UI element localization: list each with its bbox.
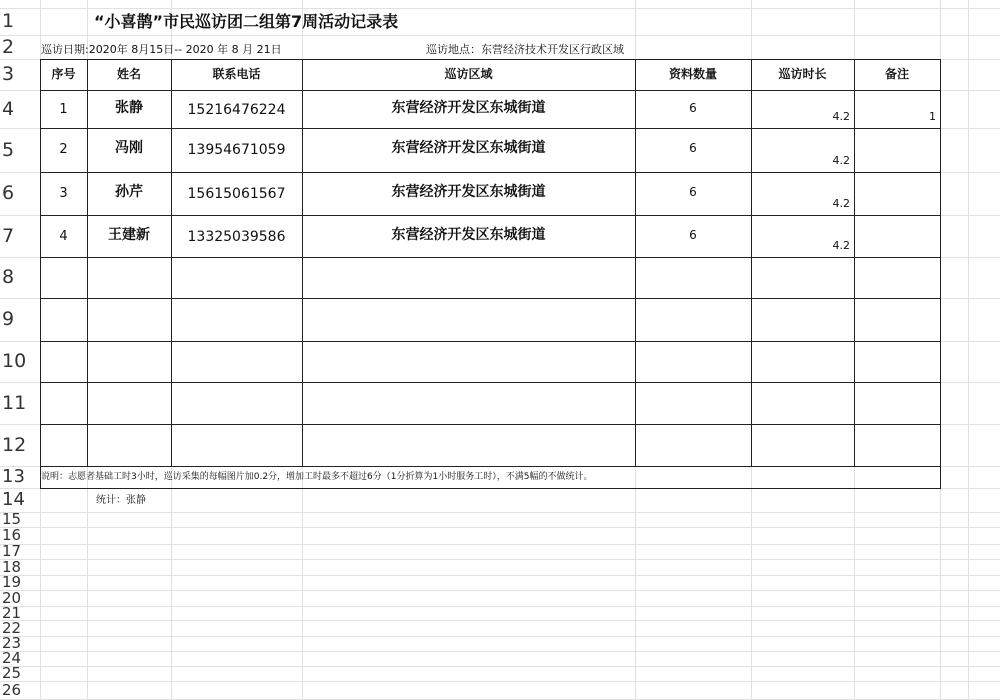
empty-cell[interactable] xyxy=(752,383,854,424)
row-header[interactable]: 4 xyxy=(2,98,15,120)
empty-cell[interactable] xyxy=(303,342,635,382)
empty-cell[interactable] xyxy=(88,425,171,466)
cell-name[interactable]: 王建新 xyxy=(108,227,150,243)
patrol-location: 巡访地点：东营经济技术开发区行政区域 xyxy=(426,43,624,56)
gridline-horizontal xyxy=(0,35,1000,36)
table-border-h xyxy=(40,215,941,216)
table-header-cell: 序号 xyxy=(51,67,76,81)
row-header[interactable]: 12 xyxy=(2,434,27,456)
cell-count[interactable]: 6 xyxy=(689,141,697,155)
empty-cell[interactable] xyxy=(41,383,87,424)
empty-cell[interactable] xyxy=(636,299,751,341)
cell-count[interactable]: 6 xyxy=(689,228,697,242)
cell-phone[interactable]: 13954671059 xyxy=(187,142,286,158)
row-header[interactable]: 11 xyxy=(2,392,27,414)
row-header[interactable]: 26 xyxy=(2,681,22,699)
cell-count[interactable]: 6 xyxy=(689,185,697,199)
table-border-h xyxy=(40,90,941,91)
empty-cell[interactable] xyxy=(172,425,302,466)
empty-cell[interactable] xyxy=(41,299,87,341)
table-border-h xyxy=(40,172,941,173)
row-header[interactable]: 3 xyxy=(2,63,15,85)
row-header[interactable]: 22 xyxy=(2,620,22,636)
table-header-cell: 备注 xyxy=(884,67,909,81)
empty-cell[interactable] xyxy=(752,425,854,466)
gridline-horizontal xyxy=(0,606,1000,607)
row-header[interactable]: 8 xyxy=(2,266,15,288)
row-header[interactable]: 24 xyxy=(2,651,22,666)
empty-cell[interactable] xyxy=(855,258,940,298)
row-header[interactable]: 5 xyxy=(2,139,15,161)
cell-index[interactable]: 1 xyxy=(59,102,68,117)
note-text: 说明：志愿者基础工时3小时，巡访采集的每幅图片加0.2分，增加工时最多不超过6分（1分折算为1小时服务工时），不满5幅的不做统计。 xyxy=(41,472,593,482)
row-header[interactable]: 10 xyxy=(2,350,27,372)
cell-index[interactable]: 4 xyxy=(59,229,68,244)
row-header[interactable]: 18 xyxy=(2,559,22,575)
empty-cell[interactable] xyxy=(855,425,940,466)
empty-cell[interactable] xyxy=(752,258,854,298)
gridline-vertical xyxy=(968,0,969,699)
cell-area[interactable]: 东营经济开发区东城街道 xyxy=(391,100,546,116)
row-header[interactable]: 14 xyxy=(2,489,25,510)
row-header[interactable]: 13 xyxy=(2,466,25,487)
cell-index[interactable]: 3 xyxy=(59,186,68,201)
empty-cell[interactable] xyxy=(303,383,635,424)
empty-cell[interactable] xyxy=(752,299,854,341)
cell-hours[interactable]: 4.2 xyxy=(832,110,850,123)
table-header-cell: 姓名 xyxy=(116,67,141,81)
empty-cell[interactable] xyxy=(41,342,87,382)
empty-cell[interactable] xyxy=(172,258,302,298)
sheet-title: “小喜鹊”市民巡访团二组第7周活动记录表 xyxy=(94,12,399,31)
cell-phone[interactable]: 15216476224 xyxy=(187,102,286,118)
cell-index[interactable]: 2 xyxy=(59,142,68,157)
empty-cell[interactable] xyxy=(303,299,635,341)
table-border-h xyxy=(40,466,941,467)
cell-area[interactable]: 东营经济开发区东城街道 xyxy=(391,140,546,156)
cell-phone[interactable]: 15615061567 xyxy=(187,186,286,202)
empty-cell[interactable] xyxy=(88,299,171,341)
row-header[interactable]: 1 xyxy=(2,10,15,32)
gridline-horizontal xyxy=(0,575,1000,576)
empty-cell[interactable] xyxy=(172,299,302,341)
table-border-v xyxy=(940,59,941,466)
gridline-horizontal xyxy=(0,590,1000,591)
cell-name[interactable]: 孙芹 xyxy=(115,184,143,200)
table-header-cell: 巡访时长 xyxy=(778,67,827,81)
empty-cell[interactable] xyxy=(636,383,751,424)
row-header[interactable]: 7 xyxy=(2,225,15,247)
row-header[interactable]: 19 xyxy=(2,575,22,590)
cell-name[interactable]: 张静 xyxy=(115,100,143,116)
empty-cell[interactable] xyxy=(855,299,940,341)
table-header-cell: 联系电话 xyxy=(212,67,261,81)
gridline-horizontal xyxy=(0,651,1000,652)
cell-hours[interactable]: 4.2 xyxy=(832,239,850,252)
statistics-text: 统计：张静 xyxy=(96,495,146,506)
row-header[interactable]: 9 xyxy=(2,308,15,330)
cell-hours[interactable]: 4.2 xyxy=(832,197,850,210)
gridline-horizontal xyxy=(0,544,1000,545)
empty-cell[interactable] xyxy=(303,425,635,466)
cell-name[interactable]: 冯刚 xyxy=(115,140,143,156)
empty-cell[interactable] xyxy=(636,342,751,382)
cell-count[interactable]: 6 xyxy=(689,101,697,115)
gridline-horizontal xyxy=(0,681,1000,682)
gridline-horizontal xyxy=(0,527,1000,528)
row-header[interactable]: 23 xyxy=(2,636,22,651)
table-border-h xyxy=(40,488,941,489)
table-header-cell: 巡访区域 xyxy=(444,67,493,81)
empty-cell[interactable] xyxy=(88,342,171,382)
empty-cell[interactable] xyxy=(636,258,751,298)
gridline-horizontal xyxy=(0,512,1000,513)
row-header[interactable]: 25 xyxy=(2,666,22,681)
patrol-date: 巡访日期:2020年 8月15日-- 2020 年 8 月 21日 xyxy=(41,43,282,56)
gridline-horizontal xyxy=(0,636,1000,637)
row-header[interactable]: 2 xyxy=(2,36,15,58)
empty-cell[interactable] xyxy=(303,258,635,298)
row-header[interactable]: 15 xyxy=(2,512,22,527)
empty-cell[interactable] xyxy=(636,425,751,466)
gridline-horizontal xyxy=(0,620,1000,621)
cell-phone[interactable]: 13325039586 xyxy=(187,229,286,245)
cell-area[interactable]: 东营经济开发区东城街道 xyxy=(391,184,546,200)
empty-cell[interactable] xyxy=(172,342,302,382)
empty-cell[interactable] xyxy=(855,383,940,424)
row-header[interactable]: 16 xyxy=(2,527,22,544)
gridline-horizontal xyxy=(0,666,1000,667)
row-header[interactable]: 21 xyxy=(2,606,22,620)
empty-cell[interactable] xyxy=(41,258,87,298)
table-border-v xyxy=(940,466,941,489)
table-border-h xyxy=(40,128,941,129)
empty-cell[interactable] xyxy=(855,342,940,382)
empty-cell[interactable] xyxy=(752,342,854,382)
empty-cell[interactable] xyxy=(172,383,302,424)
row-header[interactable]: 17 xyxy=(2,544,22,559)
empty-cell[interactable] xyxy=(88,383,171,424)
row-header[interactable]: 20 xyxy=(2,590,22,606)
cell-note[interactable]: 1 xyxy=(929,110,936,123)
cell-hours[interactable]: 4.2 xyxy=(832,154,850,167)
empty-cell[interactable] xyxy=(41,425,87,466)
table-header-cell: 资料数量 xyxy=(668,67,717,81)
row-header[interactable]: 6 xyxy=(2,182,15,204)
cell-area[interactable]: 东营经济开发区东城街道 xyxy=(391,227,546,243)
gridline-horizontal xyxy=(0,559,1000,560)
empty-cell[interactable] xyxy=(88,258,171,298)
